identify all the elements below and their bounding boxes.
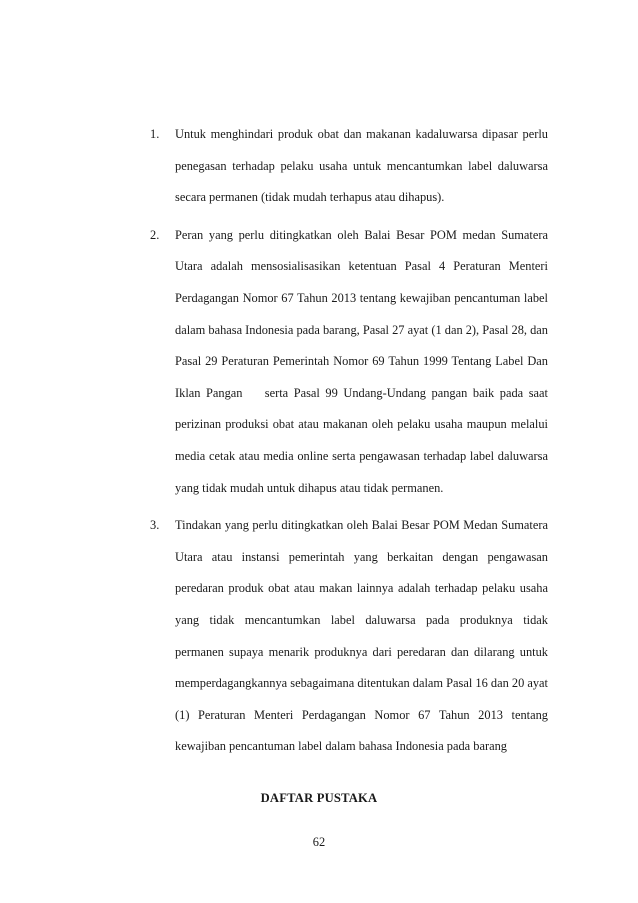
list-item-number: 3. bbox=[150, 518, 160, 533]
numbered-list bbox=[150, 119, 552, 763]
list-item-text: Tindakan yang perlu ditingkatkan oleh Balai Besar POM Medan Sumatera Utara atau instansi pemerintah yang berkaitan dengan pengawasan peredaran produk obat atau makan lainnya adalah terhadap pelaku usaha yang tidak mencantumkan label daluwarsa pada produknya tidak permanen supaya menarik produknya dari peredaran dan dilarang untuk memperdagangkannya sebagaimana ditentukan dalam Pasal 16 dan 20 ayat (1) Peraturan Menteri Perdagangan Nomor 67 Tahun 2013 tentang kewajiban pencantuman label dalam bahasa Indonesia pada barang bbox=[175, 518, 548, 754]
list-item-number: 2. bbox=[150, 227, 160, 242]
list-item bbox=[150, 510, 548, 763]
list-item-text: Untuk menghindari produk obat dan makanan kadaluwarsa dipasar perlu penegasan terhadap pelaku usaha untuk mencantumkan label daluwarsa secara permanen (tidak mudah terhapus atau dihapus). bbox=[175, 127, 548, 205]
list-item-text: Peran yang perlu ditingkatkan oleh Balai Besar POM medan Sumatera Utara adalah mensosialisasikan ketentuan Pasal 4 Peraturan Menteri Perdagangan Nomor 67 Tahun 2013 tentang kewajiban pencantuman label dalam bahasa Indonesia pada barang, Pasal 27 ayat (1 dan 2), Pasal 28, dan Pasal 29 Peraturan Pemerintah Nomor 69 Tahun 1999 Tentang Label Dan Iklan Pangan serta Pasal 99 Undang-Undang pangan baik pada saat perizinan produksi obat atau makanan oleh pelaku usaha maupun melalui media cetak atau media online serta pengawasan terhadap label daluwarsa yang tidak mudah untuk dihapus atau tidak permanen. bbox=[175, 227, 552, 495]
list-item-number: 1. bbox=[150, 127, 160, 141]
section-heading: DAFTAR PUSTAKA bbox=[260, 791, 378, 805]
list-item bbox=[150, 119, 548, 214]
page-number: 62 bbox=[312, 835, 326, 849]
list-item bbox=[150, 220, 552, 504]
